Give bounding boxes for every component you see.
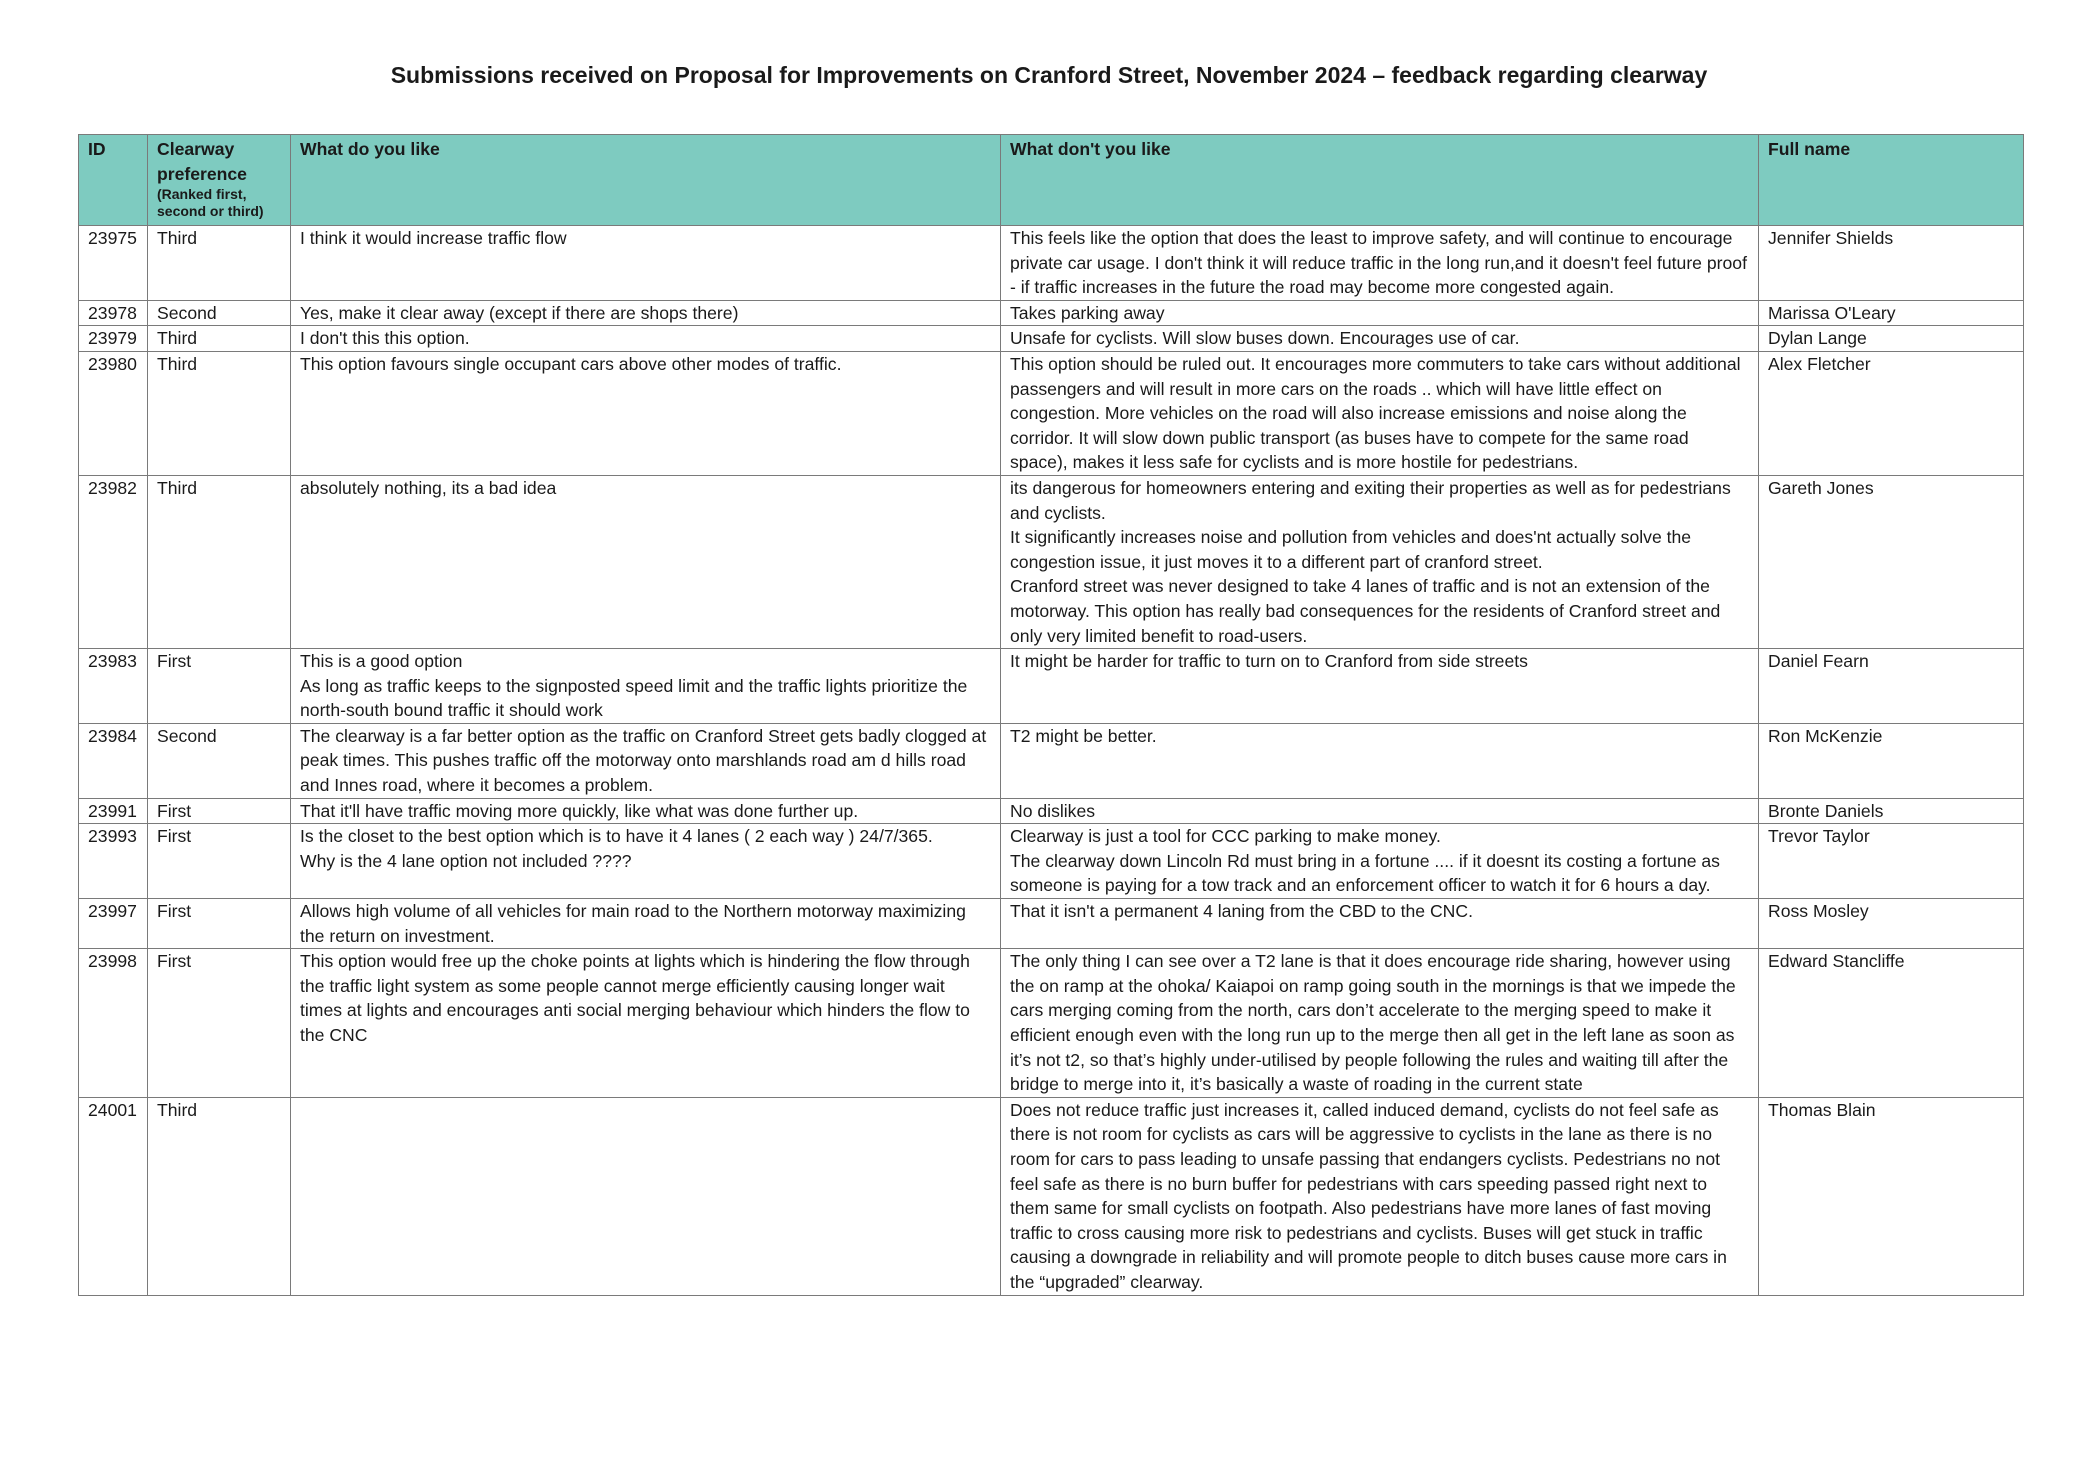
cell-preference: Third (148, 1097, 291, 1295)
cell-id: 23978 (79, 300, 148, 326)
cell-preference: Third (148, 326, 291, 352)
cell-id: 23983 (79, 649, 148, 724)
cell-full-name: Jennifer Shields (1759, 226, 2024, 301)
cell-preference: First (148, 798, 291, 824)
cell-id: 23980 (79, 351, 148, 475)
cell-dislike: Unsafe for cyclists. Will slow buses down. Encourages use of car. (1001, 326, 1759, 352)
table-row (79, 649, 2024, 724)
cell-full-name: Ross Mosley (1759, 899, 2024, 949)
cell-id: 23975 (79, 226, 148, 301)
table-row (79, 326, 2024, 352)
table-header-row (79, 135, 2024, 226)
cell-like: This option would free up the choke points at lights which is hindering the flow through the traffic light system as some people cannot merge efficiently causing longer wait times at lights and encourages anti social merging behaviour which hinders the flow to the CNC (291, 949, 1001, 1098)
cell-full-name: Edward Stancliffe (1759, 949, 2024, 1098)
page-title: Submissions received on Proposal for Improvements on Cranford Street, November 2024 – feedback regarding clearway (390, 62, 1708, 88)
submissions-table (78, 134, 2024, 1296)
cell-like: The clearway is a far better option as the traffic on Cranford Street gets badly clogged at peak times. This pushes traffic off the motorway onto marshlands road am d hills road and Innes road, where it becomes a problem. (291, 723, 1001, 798)
cell-preference: Second (148, 300, 291, 326)
table-row (79, 899, 2024, 949)
column-header-clearway-preference: Clearway preference (Ranked first, second or third) (148, 135, 291, 226)
cell-like: This is a good option As long as traffic keeps to the signposted speed limit and the traffic lights prioritize the north-south bound traffic it should work (291, 649, 1001, 724)
cell-dislike: The only thing I can see over a T2 lane is that it does encourage ride sharing, however using the on ramp at the ohoka/ Kaiapoi on ramp going south in the mornings is that we impede the cars merging coming from the north, cars don’t accelerate to the merging speed to make it efficient enough even with the long run up to the merge then all get in the left lane as soon as it’s not t2, so that’s highly under-utilised by people following the rules and waiting till after the bridge to merge into it, it’s basically a waste of roading in the current state (1001, 949, 1759, 1098)
table-row (79, 949, 2024, 1098)
cell-dislike: its dangerous for homeowners entering and exiting their properties as well as for pedestrians and cyclists. It significantly increases noise and pollution from vehicles and does'nt actually solve the congestion issue, it just moves it to a different part of cranford street. Cranford street was never designed to take 4 lanes of traffic and is not an extension of the motorway. This option has really bad consequences for the residents of Cranford street and only very limited benefit to road-users. (1001, 475, 1759, 648)
cell-id: 23993 (79, 824, 148, 899)
cell-like: This option favours single occupant cars above other modes of traffic. (291, 351, 1001, 475)
table-row (79, 824, 2024, 899)
cell-full-name: Ron McKenzie (1759, 723, 2024, 798)
cell-like: Yes, make it clear away (except if there are shops there) (291, 300, 1001, 326)
cell-preference: First (148, 649, 291, 724)
cell-dislike: T2 might be better. (1001, 723, 1759, 798)
cell-preference: Third (148, 226, 291, 301)
cell-like: That it'll have traffic moving more quickly, like what was done further up. (291, 798, 1001, 824)
cell-full-name: Bronte Daniels (1759, 798, 2024, 824)
column-header-full-name: Full name (1759, 135, 2024, 226)
cell-like: I think it would increase traffic flow (291, 226, 1001, 301)
cell-full-name: Dylan Lange (1759, 326, 2024, 352)
cell-preference: Second (148, 723, 291, 798)
cell-dislike: This feels like the option that does the least to improve safety, and will continue to encourage private car usage. I don't think it will reduce traffic in the long run,and it doesn't feel future proof - if traffic increases in the future the road may become more congested again. (1001, 226, 1759, 301)
cell-full-name: Alex Fletcher (1759, 351, 2024, 475)
table-row (79, 1097, 2024, 1295)
cell-dislike: That it isn't a permanent 4 laning from the CBD to the CNC. (1001, 899, 1759, 949)
cell-full-name: Daniel Fearn (1759, 649, 2024, 724)
cell-full-name: Trevor Taylor (1759, 824, 2024, 899)
cell-like: I don't this this option. (291, 326, 1001, 352)
table-body (79, 226, 2024, 1296)
cell-full-name: Marissa O'Leary (1759, 300, 2024, 326)
cell-id: 23979 (79, 326, 148, 352)
table-row (79, 475, 2024, 648)
column-header-preference-note: (Ranked first, second or third) (157, 186, 264, 220)
table-row (79, 226, 2024, 301)
cell-preference: Third (148, 475, 291, 648)
cell-dislike: Does not reduce traffic just increases it, called induced demand, cyclists do not feel safe as there is not room for cyclists as cars will be aggressive to cyclists in the lane as there is no room for cars to pass leading to unsafe passing that endangers cyclists. Pedestrians no not feel safe as there is no burn buffer for pedestrians with cars speeding passed right next to them same for small cyclists on footpath. Also pedestrians have more lanes of fast moving traffic to cross causing more risk to pedestrians and cyclists. Buses will get stuck in traffic causing a downgrade in reliability and will promote people to ditch buses cause more cars in the “upgraded” clearway. (1001, 1097, 1759, 1295)
cell-full-name: Gareth Jones (1759, 475, 2024, 648)
cell-like: Allows high volume of all vehicles for main road to the Northern motorway maximizing the return on investment. (291, 899, 1001, 949)
cell-id: 23998 (79, 949, 148, 1098)
table-row (79, 798, 2024, 824)
cell-id: 23997 (79, 899, 148, 949)
cell-id: 24001 (79, 1097, 148, 1295)
column-header-id: ID (79, 135, 148, 226)
cell-preference: First (148, 949, 291, 1098)
table-row (79, 300, 2024, 326)
cell-id: 23984 (79, 723, 148, 798)
cell-id: 23982 (79, 475, 148, 648)
cell-preference: Third (148, 351, 291, 475)
cell-like: Is the closet to the best option which is to have it 4 lanes ( 2 each way ) 24/7/365. Why is the 4 lane option not included ???? (291, 824, 1001, 899)
cell-dislike: This option should be ruled out. It encourages more commuters to take cars without additional passengers and will result in more cars on the roads .. which will have little effect on congestion. More vehicles on the road will also increase emissions and noise along the corridor. It will slow down public transport (as buses have to compete for the same road space), makes it less safe for cyclists and is more hostile for pedestrians. (1001, 351, 1759, 475)
cell-like: absolutely nothing, its a bad idea (291, 475, 1001, 648)
cell-like (291, 1097, 1001, 1295)
column-header-like: What do you like (291, 135, 1001, 226)
table-row (79, 351, 2024, 475)
column-header-dislike: What don't you like (1001, 135, 1759, 226)
cell-id: 23991 (79, 798, 148, 824)
table-row (79, 723, 2024, 798)
cell-preference: First (148, 824, 291, 899)
cell-dislike: Clearway is just a tool for CCC parking to make money. The clearway down Lincoln Rd must bring in a fortune .... if it doesnt its costing a fortune as someone is paying for a tow track and an enforcement officer to watch it for 6 hours a day. (1001, 824, 1759, 899)
cell-full-name: Thomas Blain (1759, 1097, 2024, 1295)
cell-preference: First (148, 899, 291, 949)
cell-dislike: No dislikes (1001, 798, 1759, 824)
cell-dislike: Takes parking away (1001, 300, 1759, 326)
cell-dislike: It might be harder for traffic to turn on to Cranford from side streets (1001, 649, 1759, 724)
